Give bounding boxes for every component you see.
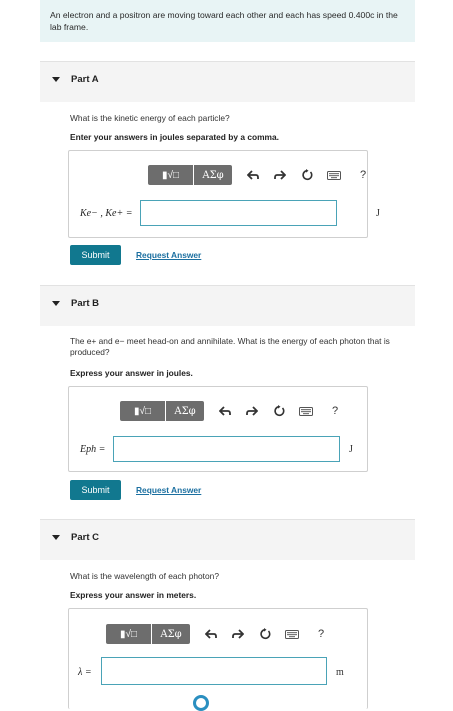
part-b-instruction: Express your answer in joules. (70, 368, 193, 378)
reset-icon[interactable] (272, 404, 286, 418)
help-button[interactable]: ? (317, 628, 325, 640)
part-b-answer-input[interactable] (113, 436, 340, 462)
editor-toolbar (106, 624, 328, 644)
part-a-header[interactable] (40, 61, 415, 102)
part-b-title: Part B (71, 298, 99, 309)
part-b-math-label: Eph = (80, 444, 106, 455)
part-a-unit: J (376, 208, 380, 219)
templates-button[interactable]: ▮√□ (120, 401, 165, 421)
keyboard-icon[interactable] (299, 404, 313, 418)
greek-symbols-button[interactable]: ΑΣφ (194, 165, 232, 185)
part-c-question: What is the wavelength of each photon? (70, 571, 219, 581)
part-b-unit: J (349, 444, 353, 455)
editor-toolbar (148, 165, 370, 185)
reset-icon[interactable] (300, 168, 314, 182)
part-c-unit: m (336, 667, 344, 678)
part-a-request-answer-link[interactable]: Request Answer (136, 250, 202, 260)
help-button[interactable]: ? (331, 405, 339, 417)
undo-icon[interactable] (218, 404, 232, 418)
keyboard-icon[interactable] (285, 627, 299, 641)
intro-text: An electron and a positron are moving toward each other and each has speed 0.400c in the lab frame. (50, 10, 398, 32)
redo-icon[interactable] (273, 168, 287, 182)
editor-toolbar (120, 401, 342, 421)
undo-icon[interactable] (246, 168, 260, 182)
templates-button[interactable]: ▮√□ (106, 624, 151, 644)
part-a-answer-input[interactable] (140, 200, 337, 226)
part-a-title: Part A (71, 74, 99, 85)
reset-icon[interactable] (258, 627, 272, 641)
part-b-answer-editor (68, 386, 368, 472)
collapse-triangle-icon[interactable] (52, 301, 60, 306)
part-c-math-label: λ = (78, 667, 92, 678)
templates-button[interactable]: ▮√□ (148, 165, 193, 185)
part-b-question: The e+ and e− meet head-on and annihilate. What is the energy of each photon that is produced? (70, 336, 390, 357)
part-a-instruction: Enter your answers in joules separated by a comma. (70, 132, 279, 142)
part-c-answer-editor (68, 608, 368, 709)
part-b-header[interactable] (40, 285, 415, 326)
problem-intro (40, 0, 415, 42)
part-c-header[interactable] (40, 519, 415, 560)
part-c-title: Part C (71, 532, 99, 543)
keyboard-icon[interactable] (327, 168, 341, 182)
part-a-answer-editor (68, 150, 380, 238)
part-c-instruction: Express your answer in meters. (70, 590, 197, 600)
collapse-triangle-icon[interactable] (52, 535, 60, 540)
greek-symbols-button[interactable]: ΑΣφ (152, 624, 190, 644)
collapse-triangle-icon[interactable] (52, 77, 60, 82)
part-a-math-label: Ke− , Ke+ = (80, 208, 133, 219)
help-button[interactable]: ? (359, 169, 367, 181)
greek-symbols-button[interactable]: ΑΣφ (166, 401, 204, 421)
redo-icon[interactable] (231, 627, 245, 641)
part-b-request-answer-link[interactable]: Request Answer (136, 485, 202, 495)
redo-icon[interactable] (245, 404, 259, 418)
part-c-answer-input[interactable] (101, 657, 327, 685)
part-a-question: What is the kinetic energy of each particle? (70, 113, 230, 123)
undo-icon[interactable] (204, 627, 218, 641)
part-b-submit-button[interactable]: Submit (70, 480, 121, 500)
loading-spinner-icon (193, 695, 209, 711)
part-a-submit-button[interactable]: Submit (70, 245, 121, 265)
